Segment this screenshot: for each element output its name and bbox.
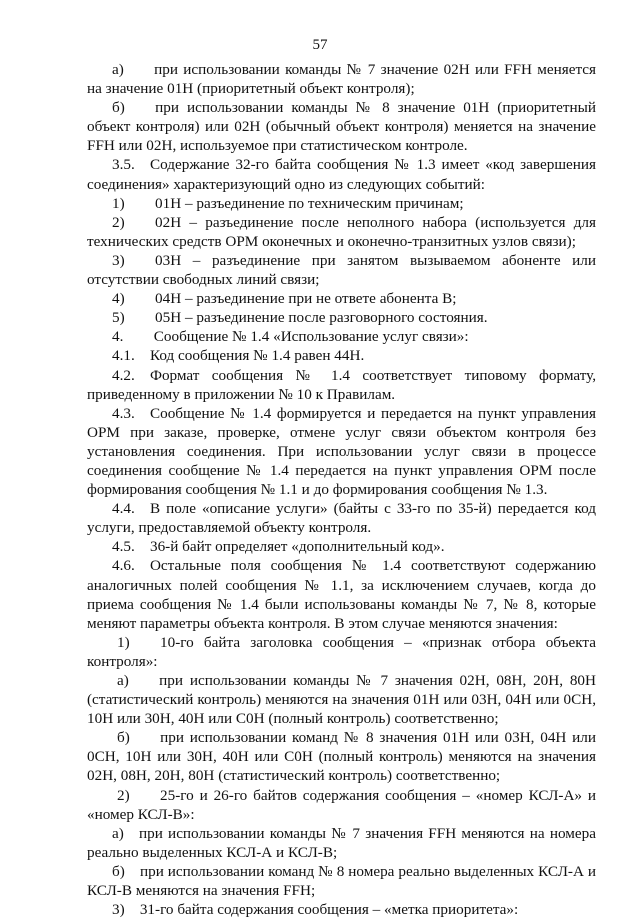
paragraph: 1) 10-го байта заголовка сообщения – «признак отбора объекта контроля»: bbox=[87, 633, 596, 670]
paragraph: 4.1. Код сообщения № 1.4 равен 44Н. bbox=[112, 347, 365, 365]
paragraph: б) при использовании команды № 8 значение 01Н (приоритетный объект контроля) или 02Н (обычный объект контроля) меняется на значение FFH или 02Н, используемое при статистическом контроле. bbox=[87, 99, 596, 155]
paragraph: 5) 05Н – разъединение после разговорного состояния. bbox=[112, 309, 488, 327]
paragraph: 4.3. Сообщение № 1.4 формируется и передается на пункт управления ОРМ при заказе, проверке, отмене услуг связи объектом контроля без установления соединения. При использовании услуг связи в процессе соединения сообщение № 1.4 передается на пункт управления ОРМ после формирования сообщения № 1.1 и до формирования сообщения № 1.3. bbox=[87, 404, 596, 499]
paragraph: 4. Сообщение № 1.4 «Использование услуг связи»: bbox=[112, 328, 469, 346]
document-body bbox=[87, 60, 596, 919]
paragraph: 4.6. Остальные поля сообщения № 1.4 соответствуют содержанию аналогичных полей сообщения № 1.1, за исключением случаев, когда до приема сообщения № 1.4 были использованы команды № 7, № 8, которые меняют параметры объекта контроля. В этом случае меняются значения: bbox=[87, 557, 596, 632]
paragraph: б) при использовании команд № 8 значения 01Н или 03Н, 04Н или 0СН, 10Н или 30Н, 40Н или С0Н (полный контроль) меняются на значения 02Н, 08Н, 20Н, 80Н (статистический контроль) соответственно; bbox=[87, 729, 596, 785]
paragraph: 3) 31-го байта содержания сообщения – «метка приоритета»: bbox=[112, 901, 519, 919]
paragraph: 2) 25-го и 26-го байтов содержания сообщения – «номер КСЛ-А» и «номер КСЛ-В»: bbox=[87, 786, 596, 823]
paragraph: а) при использовании команды № 7 значения 02Н, 08Н, 20Н, 80Н (статистический контроль) меняются на значения 01Н или 03Н, 04Н или 0СН, 10Н или 30Н, 40Н или С0Н (полный контроль) соответственно; bbox=[87, 672, 596, 728]
paragraph: б) при использовании команд № 8 номера реально выделенных КСЛ-А и КСЛ-В меняются на значения FFH; bbox=[87, 862, 596, 900]
paragraph: 4.2. Формат сообщения № 1.4 соответствует типовому формату, приведенному в приложении № 10 к Правилам. bbox=[87, 366, 596, 403]
paragraph: а) при использовании команды № 7 значения FFH меняются на номера реально выделенных КСЛ-А и КСЛ-В; bbox=[87, 824, 596, 861]
paragraph: 3) 03Н – разъединение при занятом вызываемом абоненте или отсутствии свободных линий связи; bbox=[87, 251, 596, 289]
paragraph: 4.5. 36-й байт определяет «дополнительный код». bbox=[112, 538, 445, 556]
paragraph: 4.4. В поле «описание услуги» (байты с 33-го по 35-й) передается код услуги, предоставляемой объекту контроля. bbox=[87, 500, 596, 537]
paragraph: а) при использовании команды № 7 значение 02Н или FFH меняется на значение 01Н (приоритетный объект контроля); bbox=[87, 61, 596, 98]
paragraph: 1) 01Н – разъединение по техническим причинам; bbox=[112, 194, 464, 212]
page-number: 57 bbox=[312, 37, 328, 53]
paragraph: 2) 02Н – разъединение после неполного набора (используется для технических средств ОРМ оконечных и оконечно-транзитных узлов связи); bbox=[87, 213, 596, 250]
paragraph: 3.5. Содержание 32-го байта сообщения № 1.3 имеет «код завершения соединения» характеризующий одно из следующих событий: bbox=[87, 156, 596, 193]
paragraph: 4) 04Н – разъединение при не ответе абонента В; bbox=[112, 290, 457, 308]
